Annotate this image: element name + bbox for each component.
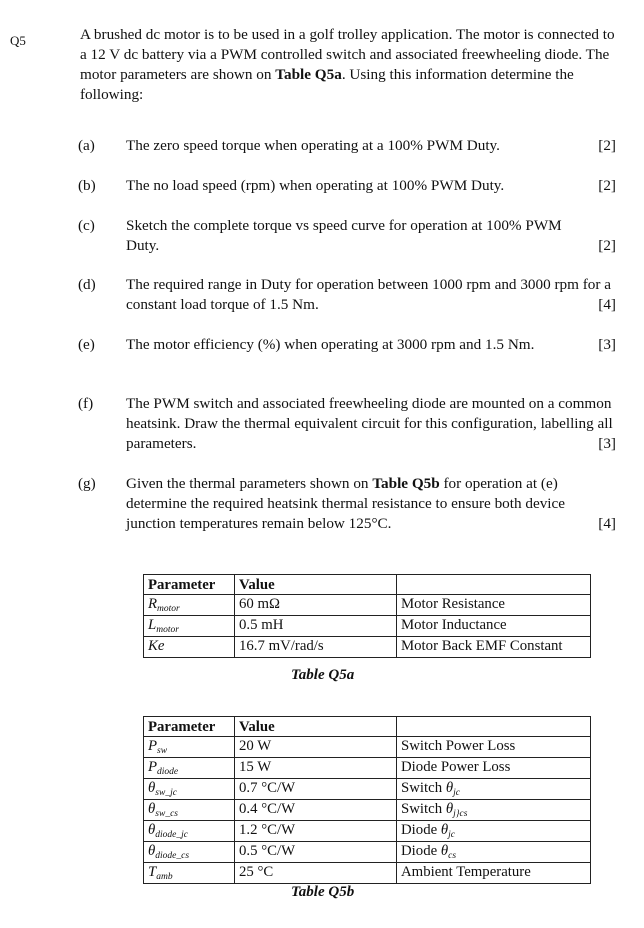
header-parameter: Parameter bbox=[144, 575, 235, 595]
param-value: 0.5 °C/W bbox=[235, 842, 397, 863]
part-label: (a) bbox=[78, 137, 95, 154]
part-text: Sketch the complete torque vs speed curve for operation at 100% PWM Duty. bbox=[126, 217, 562, 254]
part-marks: [4] bbox=[598, 296, 616, 313]
table-q5b bbox=[143, 716, 591, 884]
part-marks: [2] bbox=[598, 237, 616, 254]
param-description: Switch Power Loss bbox=[397, 737, 591, 758]
param-value: 0.4 °C/W bbox=[235, 800, 397, 821]
param-value: 25 °C bbox=[235, 863, 397, 884]
param-value: 60 mΩ bbox=[235, 595, 397, 616]
part-text: The motor efficiency (%) when operating at 3000 rpm and 1.5 Nm. bbox=[126, 336, 535, 353]
param-symbol: $P_{diode}$ bbox=[144, 758, 235, 779]
part-marks: [2] bbox=[598, 137, 616, 154]
part-d bbox=[0, 275, 644, 315]
part-marks: [2] bbox=[598, 177, 616, 194]
table-row bbox=[144, 595, 591, 616]
param-symbol: $\theta_{diode\_cs}$ bbox=[144, 842, 235, 863]
part-text-1: Given the thermal parameters shown on bbox=[126, 475, 373, 492]
part-f bbox=[0, 394, 644, 454]
param-value: 20 W bbox=[235, 737, 397, 758]
table-q5b-caption: Table Q5b bbox=[291, 884, 355, 900]
table-row bbox=[144, 616, 591, 637]
table-q5a bbox=[143, 574, 591, 658]
part-label: (d) bbox=[78, 276, 96, 293]
question-number: Q5 bbox=[10, 33, 26, 48]
param-symbol: $\theta_{sw\_cs}$ bbox=[144, 800, 235, 821]
param-value: 1.2 °C/W bbox=[235, 821, 397, 842]
part-marks: [3] bbox=[598, 336, 616, 353]
part-text bbox=[126, 474, 596, 534]
table-row bbox=[144, 842, 591, 863]
param-description: Switch $\theta_{jc}$ bbox=[397, 779, 591, 800]
part-marks: [4] bbox=[598, 515, 616, 532]
header-value: Value bbox=[235, 717, 397, 737]
part-text: The PWM switch and associated freewheeling diode are mounted on a common heatsink. Draw the thermal equivalent circuit for this configuration, labelling all parameters. bbox=[126, 395, 613, 452]
table-row bbox=[144, 800, 591, 821]
param-description: Ambient Temperature bbox=[397, 863, 591, 884]
part-text: The required range in Duty for operation between 1000 rpm and 3000 rpm for a constant load torque of 1.5 Nm. bbox=[126, 276, 611, 313]
param-symbol: $L_{motor}$ bbox=[144, 616, 235, 637]
part-e bbox=[0, 335, 644, 355]
param-value: 0.5 mH bbox=[235, 616, 397, 637]
table-header-row bbox=[144, 575, 591, 595]
intro-text-1: A brushed dc motor is to be used in a golf trolley application. The motor is connected to a 12 V dc battery via a PWM controlled switch and associated freewheeling diode. The motor parameters are shown on bbox=[80, 26, 615, 83]
param-description: Motor Back EMF Constant bbox=[397, 637, 591, 658]
header-empty bbox=[397, 575, 591, 595]
param-value: 16.7 mV/rad/s bbox=[235, 637, 397, 658]
part-label: (e) bbox=[78, 336, 95, 353]
table-header-row bbox=[144, 717, 591, 737]
param-description: Diode $\theta_{cs}$ bbox=[397, 842, 591, 863]
part-label: (c) bbox=[78, 217, 95, 234]
table-row bbox=[144, 779, 591, 800]
param-value: 0.7 °C/W bbox=[235, 779, 397, 800]
intro-table-ref: Table Q5a bbox=[275, 66, 342, 83]
part-label: (f) bbox=[78, 395, 94, 412]
param-symbol: $R_{motor}$ bbox=[144, 595, 235, 616]
part-text-2: for operation at (e) determine the required heatsink thermal resistance to ensure both device junction temperatures remain below 125°C. bbox=[126, 475, 565, 532]
param-symbol: $T_{amb}$ bbox=[144, 863, 235, 884]
table-row bbox=[144, 737, 591, 758]
param-symbol: $P_{sw}$ bbox=[144, 737, 235, 758]
param-description: Motor Resistance bbox=[397, 595, 591, 616]
param-description: Diode Power Loss bbox=[397, 758, 591, 779]
part-a bbox=[0, 136, 644, 156]
part-text: The no load speed (rpm) when operating at 100% PWM Duty. bbox=[126, 177, 505, 194]
param-description: Motor Inductance bbox=[397, 616, 591, 637]
part-label: (b) bbox=[78, 177, 96, 194]
param-symbol: Ke bbox=[144, 637, 235, 658]
header-parameter: Parameter bbox=[144, 717, 235, 737]
table-row bbox=[144, 863, 591, 884]
part-g bbox=[0, 474, 644, 534]
table-row bbox=[144, 821, 591, 842]
part-table-ref: Table Q5b bbox=[372, 475, 440, 492]
table-q5a-caption: Table Q5a bbox=[291, 667, 355, 683]
param-symbol: $\theta_{sw\_jc}$ bbox=[144, 779, 235, 800]
param-value: 15 W bbox=[235, 758, 397, 779]
question-intro bbox=[80, 25, 620, 105]
part-label: (g) bbox=[78, 475, 96, 492]
table-row bbox=[144, 637, 591, 658]
param-description: Switch $\theta_{j\}cs}$ bbox=[397, 800, 591, 821]
part-marks: [3] bbox=[598, 435, 616, 452]
table-row bbox=[144, 758, 591, 779]
header-value: Value bbox=[235, 575, 397, 595]
part-text: The zero speed torque when operating at a 100% PWM Duty. bbox=[126, 137, 500, 154]
part-b bbox=[0, 176, 644, 196]
intro-text-2: . Using this information determine the following: bbox=[80, 66, 574, 103]
header-empty bbox=[397, 717, 591, 737]
part-c bbox=[0, 216, 644, 256]
param-symbol: $\theta_{diode\_jc}$ bbox=[144, 821, 235, 842]
param-description: Diode $\theta_{jc}$ bbox=[397, 821, 591, 842]
